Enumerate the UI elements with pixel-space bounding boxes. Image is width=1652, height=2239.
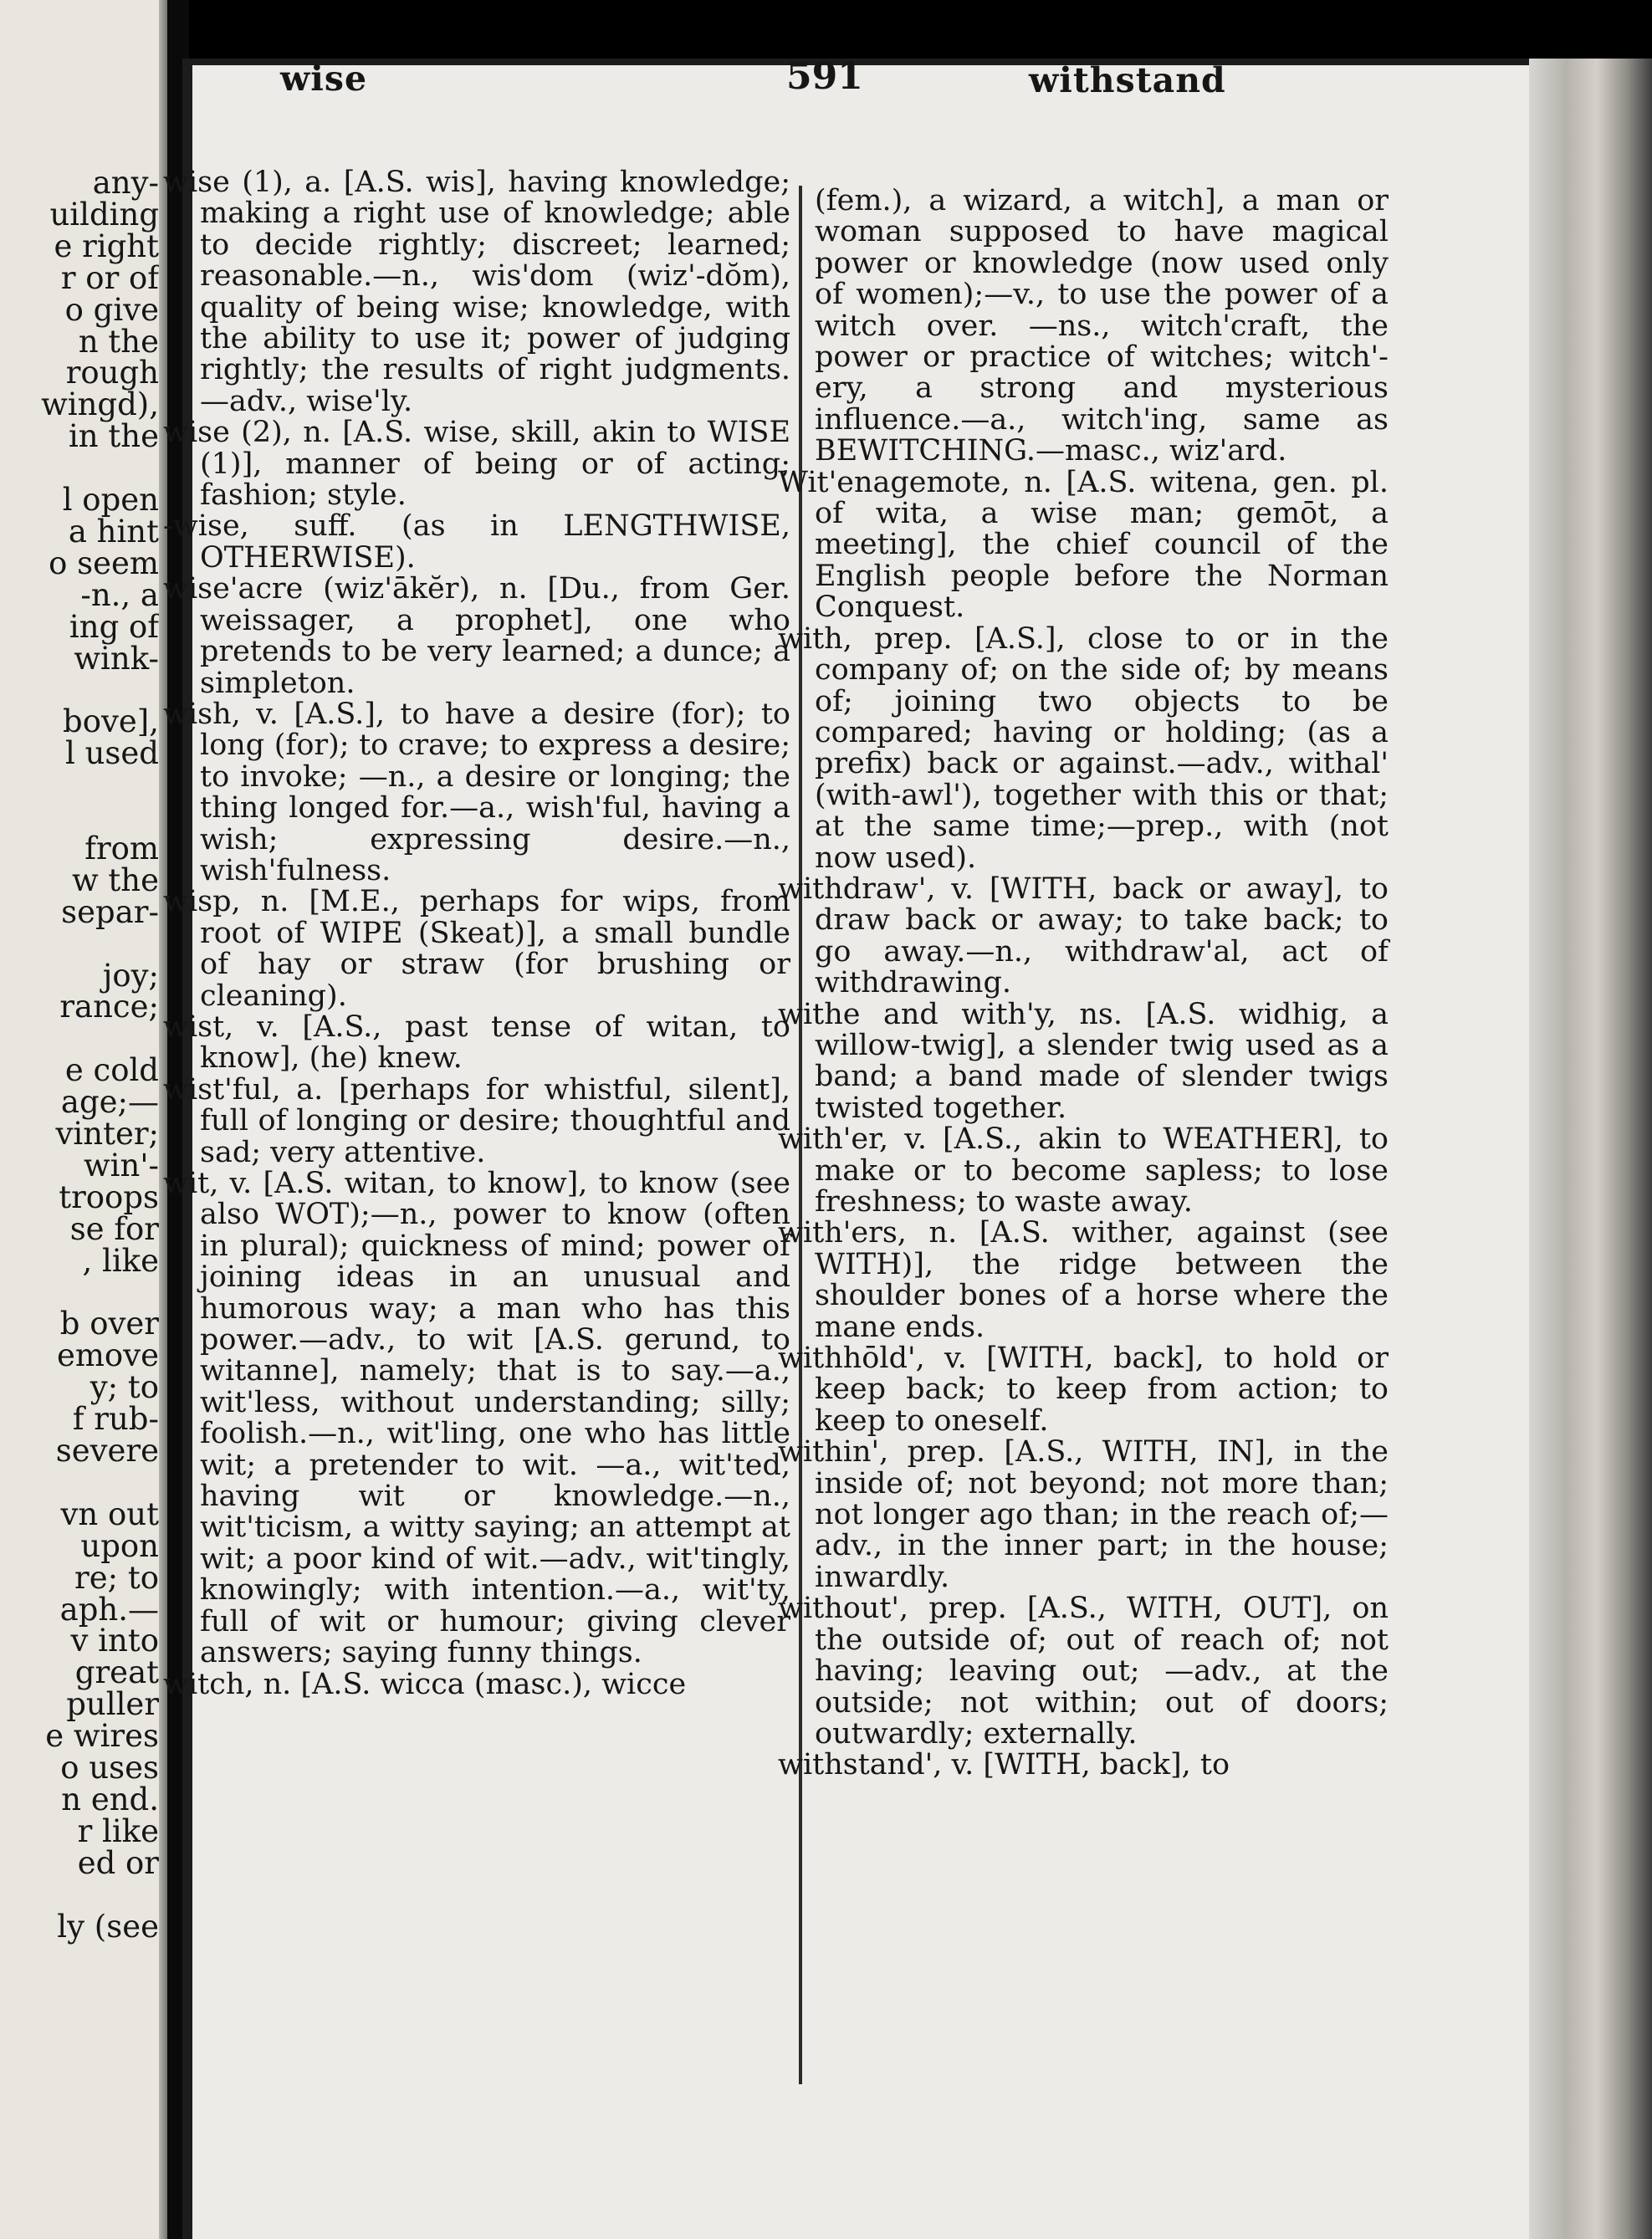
entry-wise-2: wise (2), n. [A.S. wise, skill, akin to WISE (1)], manner of being or of acting; fashion; style. — [163, 416, 790, 513]
left-page-line: o give — [64, 291, 159, 328]
left-page-line: -n., a — [80, 576, 159, 613]
entry-witch: witch, n. [A.S. wicca (masc.), wicce — [163, 1667, 687, 1701]
left-page-line: rance; — [59, 989, 159, 1025]
left-page-line: ing of — [69, 608, 159, 645]
left-page-line: e right — [54, 227, 159, 264]
entry-wit: wit, v. [A.S. witan, to know], to know (see also WOT);—n., power to know (often in plural); quickness of mind; power of joining ideas in an unusual and humorous way; a man who has this power.—adv., to wit [A.S. gerund, to witanne], namely; that is to say.—a., wit'less, without understanding; silly; foolish.—n., wit'ling, one who has little wit; a pretender to wit. —a., wit'ted, having wit or knowledge.—n., wit'ticism, a witty saying; an attempt at wit; a poor kind of wit.—adv., wit'tingly, knowingly; with intention.—a., wit'ty, full of wit or humour; giving clever answers; saying funny things. — [163, 1167, 790, 1670]
entry-within: within', prep. [A.S., WITH, IN], in the inside of; not beyond; not more than; not longer ago than; in the reach of;—adv., in the inner part; in the house; inwardly. — [778, 1435, 1389, 1594]
left-page-line: vinter; — [55, 1116, 159, 1152]
left-page-line: in the — [68, 418, 159, 455]
left-page-fragment — [0, 0, 167, 2239]
left-page-line: wingd), — [41, 386, 159, 423]
entry-wither: with'er, v. [A.S., akin to WEATHER], to make or to become sapless; to lose freshness; to waste away. — [778, 1122, 1389, 1219]
left-page-line: aph.— — [59, 1591, 159, 1628]
left-page-line: uilding — [49, 196, 159, 233]
left-page-line: joy; — [102, 957, 159, 994]
left-page-line: w the — [71, 861, 159, 898]
entry-wish: wish, v. [A.S.], to have a desire (for); to long (for); to crave; to express a desire; to invoke; —n., a desire or longing; the thing longed for.—a., wish'ful, having a wish; expressing desire.—n., wish'fulness. — [163, 697, 790, 887]
entry-wise-1: wise (1), a. [A.S. wis], having knowledge; making a right use of knowledge; able to decide rightly; discreet; learned; reasonable.—n., wis'dom (wiz'-dŏm), quality of being wise; knowledge, with the ability to use it; power of judging rightly; the results of right judgments. —adv., wise'ly. — [163, 166, 790, 418]
left-page-line: o uses — [60, 1750, 159, 1786]
left-page-line: e wires — [45, 1718, 159, 1755]
entry-witenagemote: Wit'enagemote, n. [A.S. witena, gen. pl. of wita, a wise man; gemōt, a meeting], the chief council of the English people before the Norman Conquest. — [778, 465, 1389, 625]
left-page-line: f rub- — [72, 1401, 159, 1438]
entry-without: without', prep. [A.S., WITH, OUT], on the outside of; out of reach of; not having; leaving out; —adv., at the outside; not within; out of doors; outwardly; externally. — [778, 1592, 1389, 1751]
left-page-line: , like — [82, 1242, 159, 1279]
left-page-line: l open — [62, 482, 159, 518]
left-page-line: se for — [69, 1210, 159, 1247]
left-page-line: ly (see — [57, 1908, 159, 1945]
entry-withhold: withhōld', v. [WITH, back], to hold or keep back; to keep from action; to keep to oneself. — [778, 1342, 1389, 1438]
entry-wiseacre: wise'acre (wiz'ākĕr), n. [Du., from Ger. weissager, a prophet], one who pretends to be very learned; a dunce; a simpleton. — [163, 572, 790, 700]
entry-withe: withe and with'y, ns. [A.S. widhig, a willow-twig], a slender twig used as a band; a band made of slender twigs twisted together. — [778, 997, 1389, 1125]
left-page-line: n end. — [61, 1781, 159, 1817]
right-guide-word: withstand — [1029, 60, 1226, 100]
left-page-line: emove — [56, 1337, 159, 1374]
entry-wisp: wisp, n. [M.E., perhaps for wips, from root of WIPE (Skeat)], a small bundle of hay or straw (for brushing or cleaning). — [163, 885, 790, 1013]
left-page-line: re; to — [74, 1559, 159, 1596]
right-column — [778, 186, 1389, 1781]
left-page-line: great — [74, 1654, 159, 1691]
entry-withdraw: withdraw', v. [WITH, back or away], to draw back or away; to take back; to go away.—n., withdraw'al, act of withdrawing. — [778, 872, 1389, 1000]
left-page-line: y; to — [90, 1369, 159, 1406]
page-number: 591 — [786, 55, 863, 98]
left-page-line: r like — [77, 1812, 159, 1849]
left-page-line: rough — [65, 355, 159, 391]
left-guide-word: wise — [280, 59, 368, 99]
left-page-line: v into — [70, 1623, 159, 1659]
left-column — [163, 167, 790, 1700]
left-page-line: any- — [92, 165, 159, 201]
left-page-line: n the — [78, 323, 159, 360]
left-page-line: age;— — [60, 1084, 159, 1121]
left-page-line: severe — [55, 1433, 159, 1469]
left-page-line: r or of — [60, 259, 159, 296]
left-page-line: troops — [59, 1178, 159, 1215]
left-page-line: separ- — [61, 893, 159, 930]
left-page-line: e cold — [64, 1052, 159, 1089]
left-page-line: vn out — [60, 1495, 159, 1532]
left-page-line: from — [84, 830, 159, 866]
left-page-line: b over — [59, 1306, 159, 1342]
left-page-line: ed or — [77, 1844, 159, 1881]
page-stack-edges — [1529, 59, 1652, 2239]
left-page-line: win'- — [83, 1147, 159, 1183]
left-page-line: upon — [80, 1527, 159, 1564]
entry-witch-continued: (fem.), a wizard, a witch], a man or woman supposed to have magical power or knowledge (now used only of women);—v., to use the power of a witch over. —ns., witch'craft, the power or practice of witches; witch'-ery, a strong and mysterious influence.—a., witch'ing, same as BEWITCHING.—masc., wiz'ard. — [815, 184, 1389, 468]
entry-wistful: wist'ful, a. [perhaps for whistful, silent], full of longing or desire; thoughtful and sad; very attentive. — [163, 1072, 790, 1169]
left-page-line: bove], — [63, 703, 159, 740]
left-page-line: wink- — [74, 640, 159, 677]
left-page-line: a hint — [68, 513, 159, 550]
entry-withstand: withstand', v. [WITH, back], to — [778, 1748, 1230, 1782]
entry-wist: wist, v. [A.S., past tense of witan, to know], (he) knew. — [163, 1010, 790, 1076]
left-page-line: puller — [66, 1686, 159, 1723]
entry-withers: with'ers, n. [A.S. wither, against (see WITH)], the ridge between the shoulder bones of a horse where the mane ends. — [778, 1216, 1389, 1344]
left-page-line: l used — [65, 735, 159, 772]
entry-wise-suffix: -wise, suff. (as in LENGTHWISE, OTHERWISE). — [163, 509, 790, 575]
left-page-line: o seem — [49, 544, 159, 581]
entry-with: with, prep. [A.S.], close to or in the company of; on the side of; by means of; joining two objects to be compared; having or holding; (as a prefix) back or against.—adv., withal' (with-awl'), together with this or that; at the same time;—prep., with (not now used). — [778, 621, 1389, 875]
